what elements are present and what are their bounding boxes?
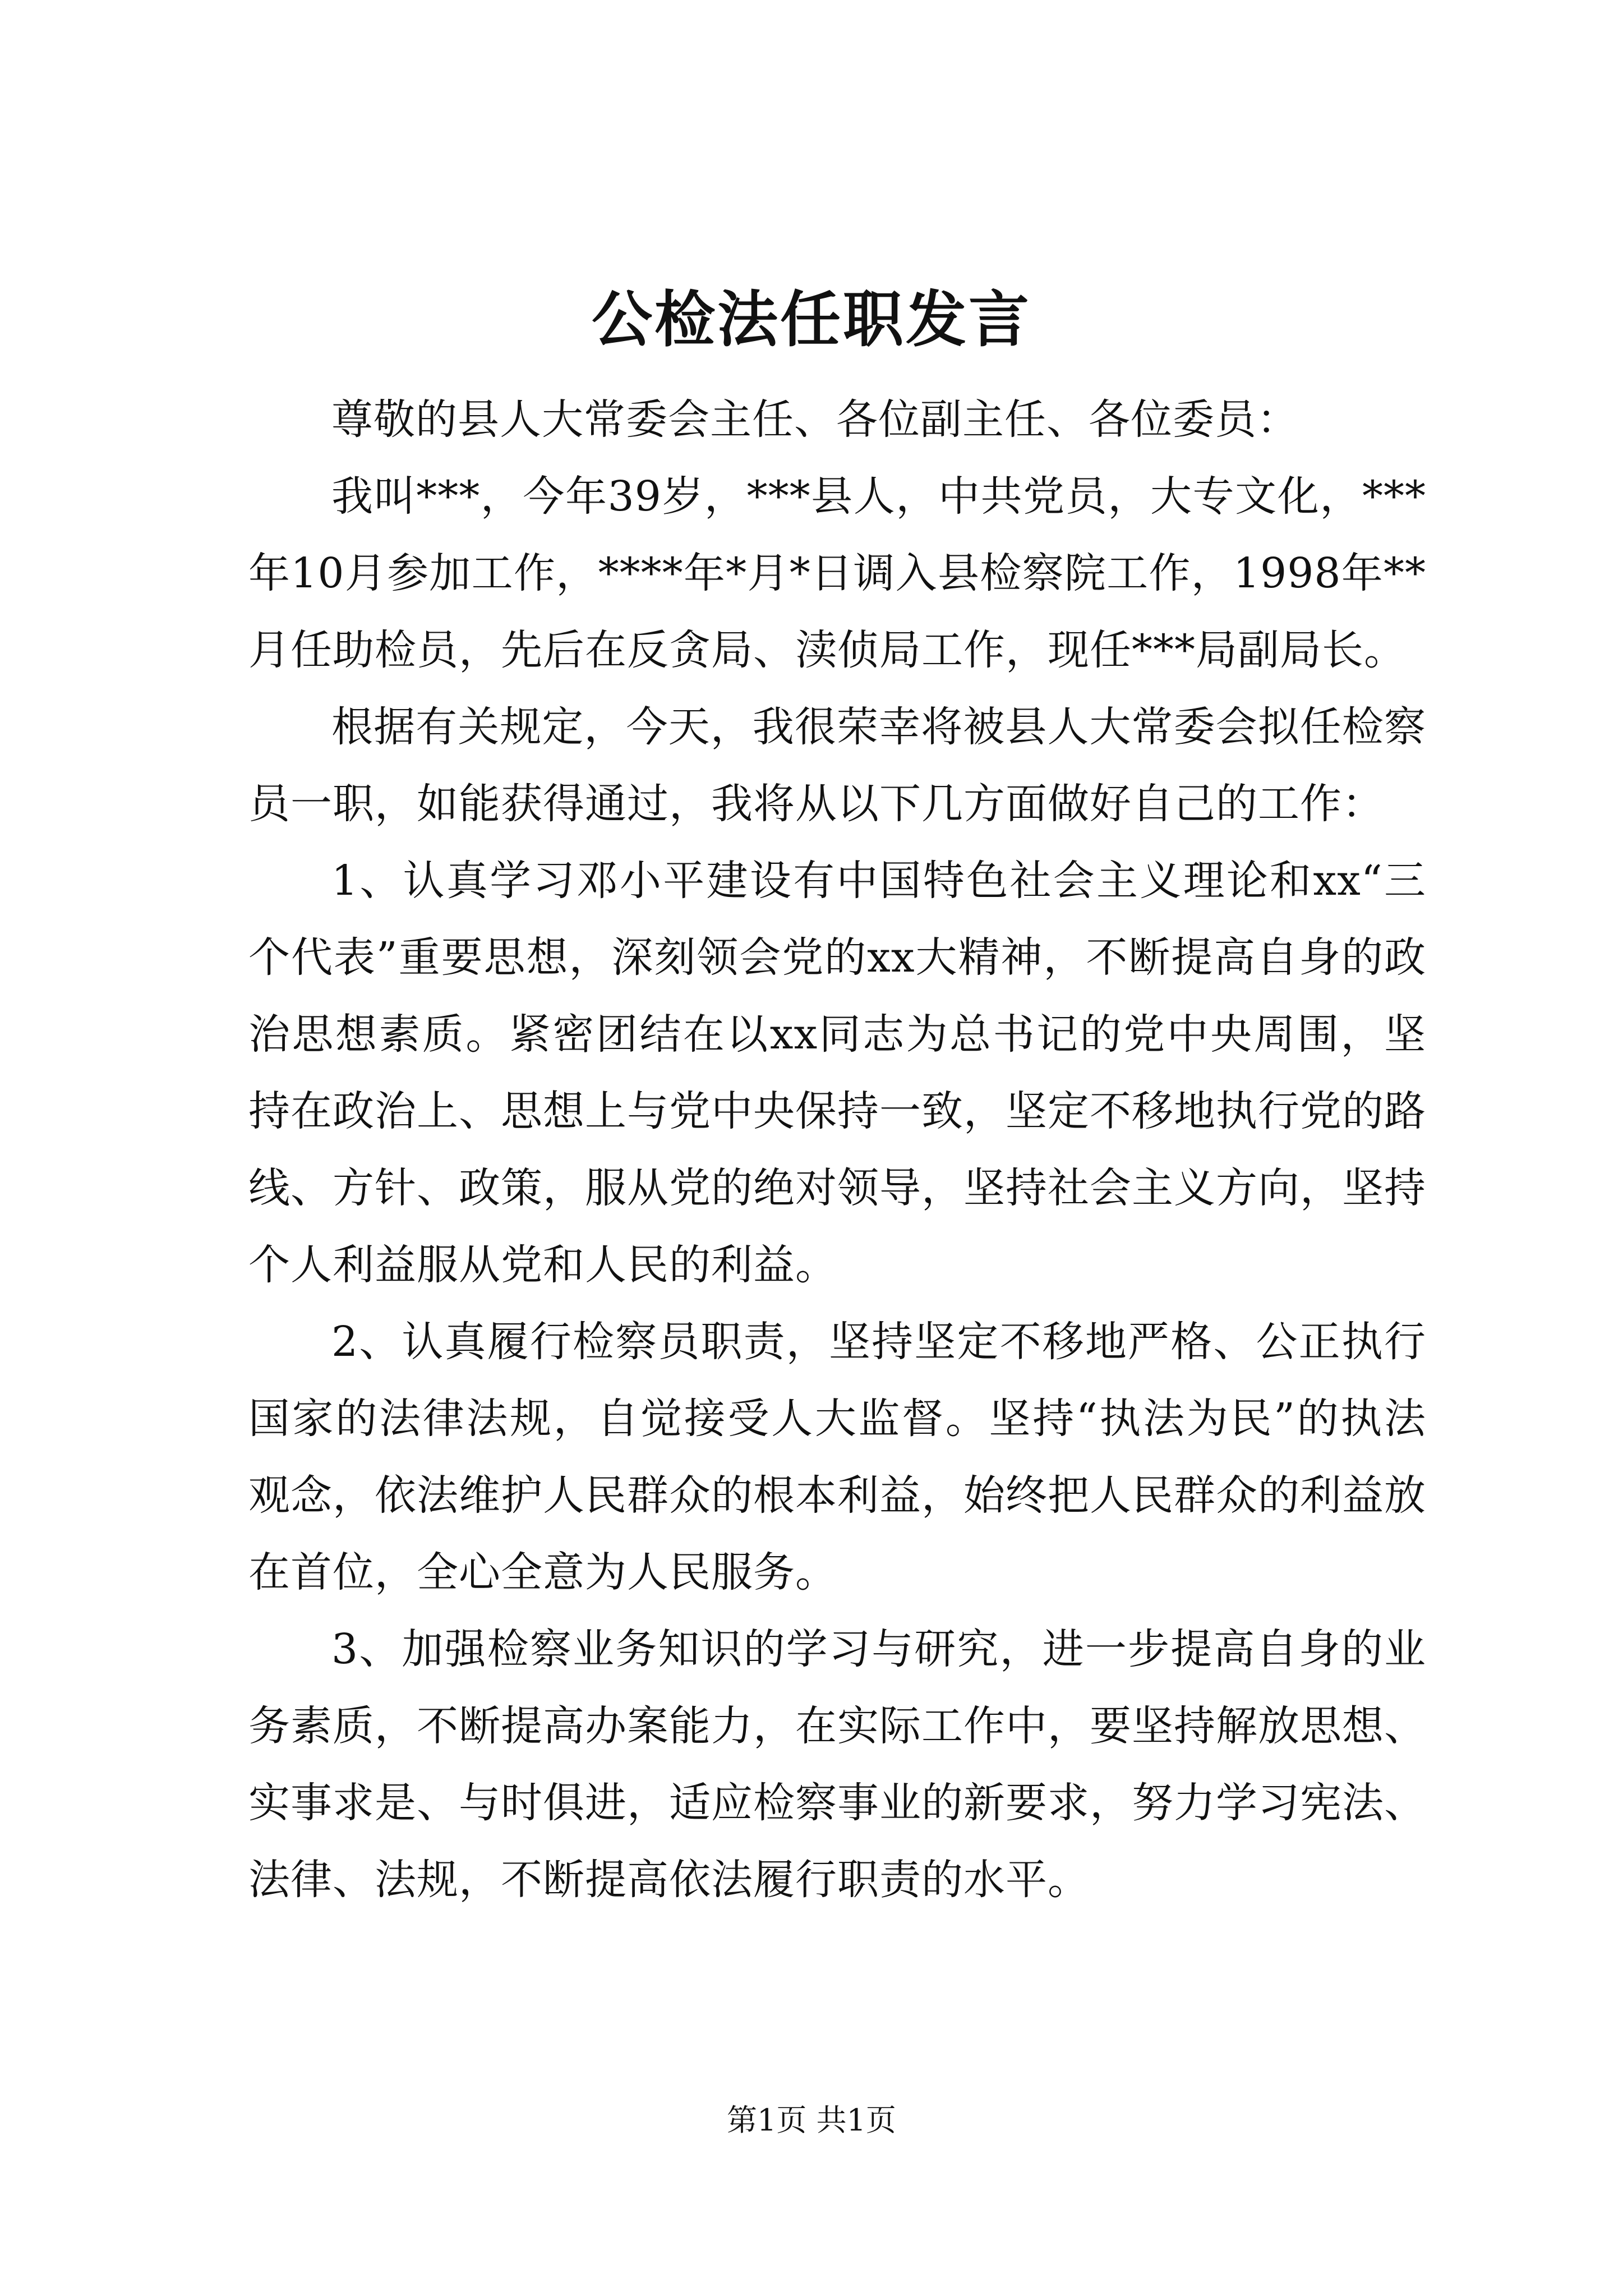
- point-1-paragraph: 1、认真学习邓小平建设有中国特色社会主义理论和xx“三个代表”重要思想，深刻领会党的xx大精神，不断提高自身的政治思想素质。紧密团结在以xx同志为总书记的党中央周围，坚持在政治上、思想上与党中央保持一致，坚定不移地执行党的路线、方针、政策，服从党的绝对领导，坚持社会主义方向，坚持个人利益服从党和人民的利益。: [248, 857, 1426, 1289]
- point-3-paragraph: 3、加强检察业务知识的学习与研究，进一步提高自身的业务素质，不断提高办案能力，在实际工作中，要坚持解放思想、实事求是、与时俱进，适应检察事业的新要求，努力学习宪法、法律、法规，不断提高依法履行职责的水平。: [248, 1625, 1426, 1904]
- salutation-paragraph: 尊敬的县人大常委会主任、各位副主任、各位委员：: [331, 395, 1299, 444]
- self-introduction-paragraph: 我叫***，今年39岁，***县人，中共党员，大专文化，***年10月参加工作，****年*月*日调入县检察院工作，1998年**月任助检员，先后在反贪局、渎侦局工作，现任***局副局长。: [248, 472, 1426, 674]
- point-2-paragraph: 2、认真履行检察员职责，坚持坚定不移地严格、公正执行国家的法律法规，自觉接受人大监督。坚持“执法为民”的执法观念，依法维护人民群众的根本利益，始终把人民群众的利益放在首位，全心全意为人民服务。: [248, 1318, 1426, 1596]
- page-number-footer: 第1页 共1页: [727, 2102, 896, 2138]
- document-body: [248, 381, 1426, 1918]
- document-title: 公检法任职发言: [591, 284, 1031, 355]
- intent-paragraph: 根据有关规定，今天，我很荣幸将被县人大常委会拟任检察员一职，如能获得通过，我将从以下几方面做好自己的工作：: [248, 703, 1426, 828]
